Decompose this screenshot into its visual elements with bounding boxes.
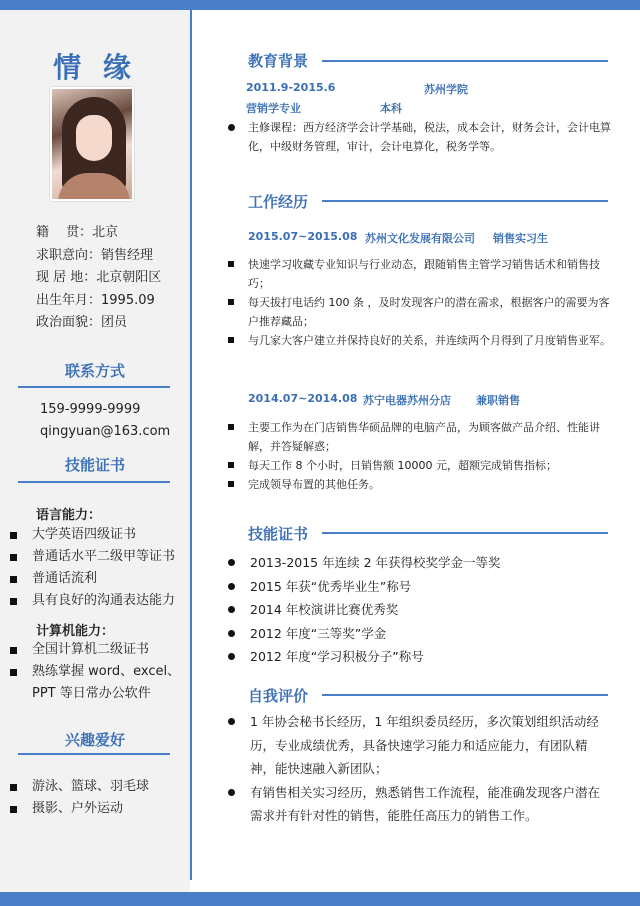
education-title: 教育背景 [248,52,309,70]
list-item: 2014 年校演讲比赛优秀奖 [222,598,612,622]
job1-company: 苏州文化发展有限公司 [365,232,475,245]
job2-period: 2014.07~2014.08 [248,392,358,405]
work-rule [322,200,608,202]
profile-photo [50,87,134,201]
education-period: 2011.9-2015.6 [246,81,336,94]
list-item: 主修课程：西方经济学会计学基础，税法，成本会计，财务会计，会计电算化，中级财务管理，审计，会计电算化，税务学等。 [222,118,612,156]
divider-line [190,10,192,880]
job2-duties [222,418,612,494]
email-address[interactable]: qingyuan@163.com [40,424,171,439]
list-item: PPT 等日常办公软件 [32,686,151,701]
list-item: 游泳、篮球、羽毛球 [8,776,188,798]
list-item: 摄影、户外运动 [8,798,188,820]
job1-duties [222,255,612,350]
job1-position: 销售实习生 [493,232,548,245]
hobbies-rule [18,753,170,755]
contact-rule [18,386,170,388]
info-hometown: 籍 贯：北京 [36,225,119,240]
list-item: 2015 年获“优秀毕业生”称号 [222,575,612,599]
list-item: 大学英语四级证书 [8,524,188,546]
language-label: 语言能力： [36,508,102,523]
hobbies-list [8,776,188,820]
education-degree: 本科 [380,102,402,115]
education-courses [222,118,612,156]
computer-list [8,639,188,705]
job1-period: 2015.07~2015.08 [248,230,358,243]
side-skills-rule [18,481,170,483]
candidate-name: 情 缘 [53,51,137,84]
personal-info [36,222,186,335]
list-item: 熟练掌握 word、excel、 [8,661,188,683]
job2-company: 苏宁电器苏州分店 [363,394,451,407]
self-eval-list [222,710,612,828]
computer-label: 计算机能力： [36,624,115,639]
list-item: 2012 年度“三等奖”学金 [222,622,612,646]
contact-details [40,399,170,443]
awards-title: 技能证书 [248,525,309,543]
info-residence: 现 居 地：北京朝阳区 [36,270,162,285]
work-title: 工作经历 [248,193,309,211]
list-item: 具有良好的沟通表达能力 [8,590,188,612]
list-item: 每天工作 8 个小时，日销售额 10000 元，超额完成销售指标； [222,456,612,475]
hobbies-title: 兴趣爱好 [64,731,125,749]
list-item: 主要工作为在门店销售华硕品牌的电脑产品，为顾客做产品介绍、性能讲解，并答疑解惑； [222,418,612,456]
info-objective: 求职意向：销售经理 [36,247,154,263]
phone-number[interactable]: 159-9999-9999 [40,402,141,417]
contact-title: 联系方式 [64,362,125,380]
list-item: 全国计算机二级证书 [8,639,188,661]
education-rule [322,60,608,62]
self-eval-rule [322,694,608,696]
list-item: 2013-2015 年连续 2 年获得校奖学金一等奖 [222,551,612,575]
top-accent-bar [0,0,640,10]
list-item: 每天拔打电话约 100 条 ，及时发现客户的潜在需求，根据客户的需要为客户推荐藏品； [222,293,612,331]
list-item: 普通话流利 [8,568,188,590]
bottom-accent-bar [0,892,640,906]
education-school: 苏州学院 [424,83,468,96]
list-item: 普通话水平二级甲等证书 [8,546,188,568]
awards-rule [322,532,608,534]
language-list [8,524,188,612]
list-item: 完成领导布置的其他任务。 [222,475,612,494]
awards-list [222,551,612,669]
self-eval-title: 自我评价 [248,687,309,705]
list-item: 1 年协会秘书长经历，1 年组织委员经历，多次策划组织活动经历，专业成绩优秀，具备快速学习能力和适应能力，有团队精神，能快速融入新团队； [222,710,612,781]
info-politics: 政治面貌：团员 [36,315,128,330]
list-item: 快速学习收藏专业知识与行业动态，跟随销售主管学习销售话术和销售技巧； [222,255,612,293]
list-item: 与几家大客户建立并保持良好的关系，并连续两个月得到了月度销售亚军。 [222,331,612,350]
list-item: 2012 年度“学习积极分子”称号 [222,645,612,669]
list-item: 有销售相关实习经历，熟悉销售工作流程，能准确发现客户潜在需求并有针对性的销售，能胜任高压力的销售工作。 [222,781,612,828]
education-major: 营销学专业 [246,102,301,115]
side-skills-title: 技能证书 [64,456,125,474]
job2-position: 兼职销售 [476,394,520,407]
info-birth: 出生年月：1995.09 [36,292,155,308]
